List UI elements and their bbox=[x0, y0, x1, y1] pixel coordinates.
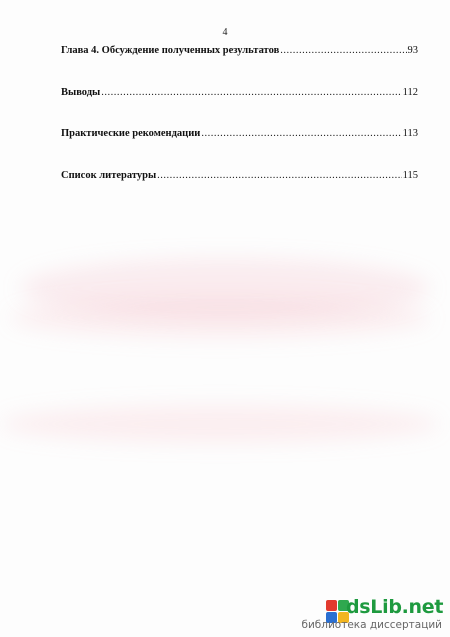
toc-entry-recommendations bbox=[61, 128, 418, 142]
toc-entry-title: Практические рекомендации bbox=[61, 128, 201, 139]
toc-leader-dots bbox=[157, 170, 401, 181]
dslib-watermark bbox=[274, 596, 444, 631]
toc-leader-dots bbox=[280, 45, 406, 56]
dslib-tagline: библиотека диссертаций bbox=[301, 619, 442, 631]
scan-bleed-through bbox=[0, 405, 440, 443]
page-number: 4 bbox=[222, 27, 228, 38]
toc-entry-page: 112 bbox=[402, 87, 418, 98]
logo-tile-red bbox=[326, 600, 337, 611]
toc-entry-page: 93 bbox=[407, 45, 418, 56]
toc-entry-title: Выводы bbox=[61, 87, 101, 98]
toc-leader-dots bbox=[101, 87, 401, 98]
toc-entry-page: 115 bbox=[402, 170, 418, 181]
toc-entry-bibliography bbox=[61, 170, 418, 184]
toc-entry-conclusions bbox=[61, 87, 418, 101]
toc-entry-title: Список литературы bbox=[61, 170, 157, 181]
dslib-logo-text: dsLib.net bbox=[346, 596, 444, 618]
toc-leader-dots bbox=[201, 128, 401, 139]
scan-bleed-through bbox=[10, 298, 430, 338]
toc-entry-page: 113 bbox=[402, 128, 418, 139]
toc-entry-chapter-4 bbox=[61, 45, 418, 59]
toc-entry-title: Глава 4. Обсуждение полученных результатов bbox=[61, 45, 280, 56]
